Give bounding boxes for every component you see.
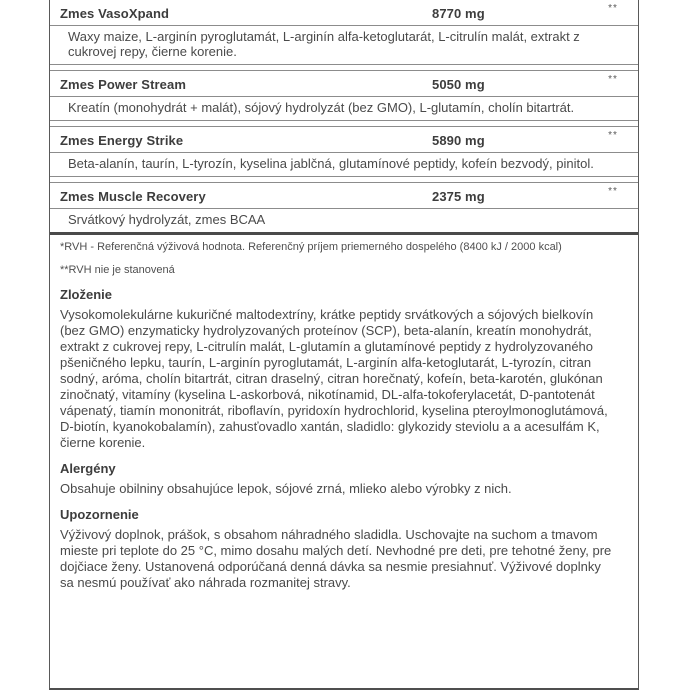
blend-amount: 5890 mg <box>432 132 485 148</box>
footnotes-block <box>50 235 638 277</box>
blend-ingredients: Kreatín (monohydrát + malát), sójový hydrolyzát (bez GMO), L-glutamín, cholín bitartrát. <box>50 97 638 121</box>
blend-footnote-marker: ** <box>608 186 618 197</box>
nutrition-label-panel <box>49 0 639 690</box>
allergens-heading: Alergény <box>60 461 116 476</box>
blend-ingredients: Beta-alanín, taurín, L-tyrozín, kyselina jablčná, glutamínové peptidy, kofeín bezvodý, pinitol. <box>50 153 638 177</box>
blend-amount: 2375 mg <box>432 188 485 204</box>
blend-row-group <box>50 71 638 127</box>
blend-ingredients: Srvátkový hydrolyzát, zmes BCAA <box>68 212 266 227</box>
footnote-rvh-defined: *RVH - Referenčná výživová hodnota. Referenčný príjem priemerného dospelého (8400 kJ / 2000 kcal) <box>60 241 562 253</box>
warning-text: Výživový doplnok, prášok, s obsahom náhradného sladidla. Uschovajte na suchom a tmavom mieste pri teplote do 25 °C, mimo dosahu malých detí. Nevhodné pre deti, pre tehotné ženy, pre dojčiace ženy. Ustanovená odporúčaná denná dávka sa nesmie presiahnuť. Výživové doplnky sa nesmú používať ako náhrada rozmanitej stravy. <box>60 527 612 590</box>
blend-header-row <box>50 71 638 97</box>
blend-ingredients: Waxy maize, L-arginín pyroglutamát, L-arginín alfa-ketoglutarát, L-citrulín malát, extrakt z cukrovej repy, čierne korenie. <box>50 26 638 65</box>
blend-name: Zmes Muscle Recovery <box>60 188 206 204</box>
allergens-text: Obsahuje obilniny obsahujúce lepok, sójové zrná, mlieko alebo výrobky z nich. <box>60 481 512 496</box>
blend-row-group <box>50 127 638 183</box>
blend-row-group <box>50 183 638 232</box>
blend-header-row <box>50 127 638 153</box>
blend-footnote-marker: ** <box>608 74 618 85</box>
composition-text: Vysokomolekulárne kukuričné maltodextríny, krátke peptidy srvátkových a sójových bielkovín (bez GMO) enzymaticky hydrolyzovaných proteínov (SCP), beta-alanín, kreatín monohydrát, extrakt z cukrovej repy, L-citrulín malát, L-glutamín a glutamínové peptidy z hydrolyzovaného pšeničného lepku, taurín, L-arginín pyroglutamát, L-arginín alfa-ketoglutarát, L-tyrozín, citran sodný, aróma, cholín bitartrát, citran draselný, citran horečnatý, kofeín, beta-karotén, glukónan zinočnatý, vitamíny (kyselina L-askorbová, nikotínamid, DL-alfa-tokoferylacetát, D-pantotenát vápenatý, tiamín mononitrát, riboflavín, pyridoxín hydrochlorid, kyselina pteroylmonoglutámová, D-biotín, kyanokobalamín), zahusťovadlo xantán, sladidlo: glykozidy steviolu a a acesulfám K, čierne korenie. <box>60 307 608 450</box>
blend-amount: 5050 mg <box>432 76 485 92</box>
blend-name: Zmes Energy Strike <box>60 132 184 148</box>
blend-header-row <box>50 183 638 209</box>
warning-heading: Upozornenie <box>60 507 139 522</box>
blend-row-group <box>50 0 638 71</box>
blend-name: Zmes Power Stream <box>60 76 186 92</box>
blend-amount: 8770 mg <box>432 5 485 21</box>
blend-header-row <box>50 0 638 26</box>
footnote-rvh-not-set: **RVH nie je stanovená <box>60 264 175 276</box>
blend-name: Zmes VasoXpand <box>60 5 170 21</box>
composition-heading: Zloženie <box>60 287 113 302</box>
blend-footnote-marker: ** <box>608 130 618 141</box>
blend-footnote-marker: ** <box>608 3 618 14</box>
